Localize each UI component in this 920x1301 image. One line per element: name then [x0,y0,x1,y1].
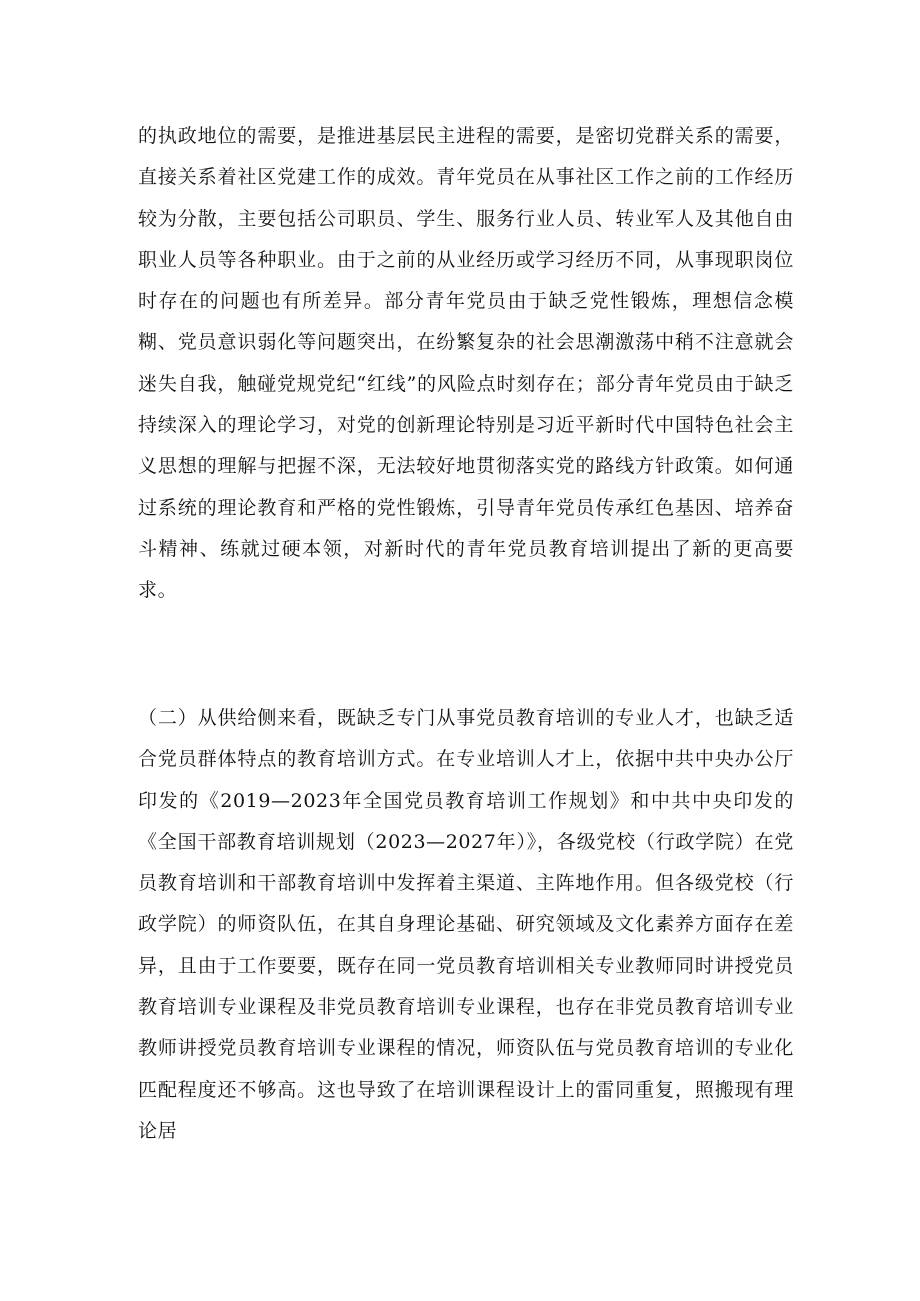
body-paragraph-1: 的执政地位的需要，是推进基层民主进程的需要，是密切党群关系的需要，直接关系着社区党建工作的成效。青年党员在从事社区工作之前的工作经历较为分散，主要包括公司职员、学生、服务行业人员、转业军人及其他自由职业人员等各种职业。由于之前的从业经历或学习经历不同，从事现职岗位时存在的问题也有所差异。部分青年党员由于缺乏党性锻炼，理想信念模糊、党员意识弱化等问题突出，在纷繁复杂的社会思潮激荡中稍不注意就会迷失自我，触碰党规党纪“红线”的风险点时刻存在；部分青年党员由于缺乏持续深入的理论学习，对党的创新理论特别是习近平新时代中国特色社会主义思想的理解与把握不深，无法较好地贯彻落实党的路线方针政策。如何通过系统的理论教育和严格的党性锻炼，引导青年党员传承红色基因、培养奋斗精神、练就过硬本领，对新时代的青年党员教育培训提出了新的更高要求。 [138,125,794,602]
body-paragraph-2: （二）从供给侧来看，既缺乏专门从事党员教育培训的专业人才，也缺乏适合党员群体特点的教育培训方式。在专业培训人才上，依据中共中央办公厅印发的《2019—2023年全国党员教育培训工作规划》和中共中央印发的《全国干部教育培训规划（2023—2027年）》，各级党校（行政学院）在党员教育培训和干部教育培训中发挥着主渠道、主阵地作用。但各级党校（行政学院）的师资队伍，在其自身理论基础、研究领域及文化素养方面存在差异，且由于工作要要，既存在同一党员教育培训相关专业教师同时讲授党员教育培训专业课程及非党员教育培训专业课程，也存在非党员教育培训专业教师讲授党员教育培训专业课程的情况，师资队伍与党员教育培训的专业化匹配程度还不够高。这也导致了在培训课程设计上的雷同重复，照搬现有理论居 [138,707,794,1142]
